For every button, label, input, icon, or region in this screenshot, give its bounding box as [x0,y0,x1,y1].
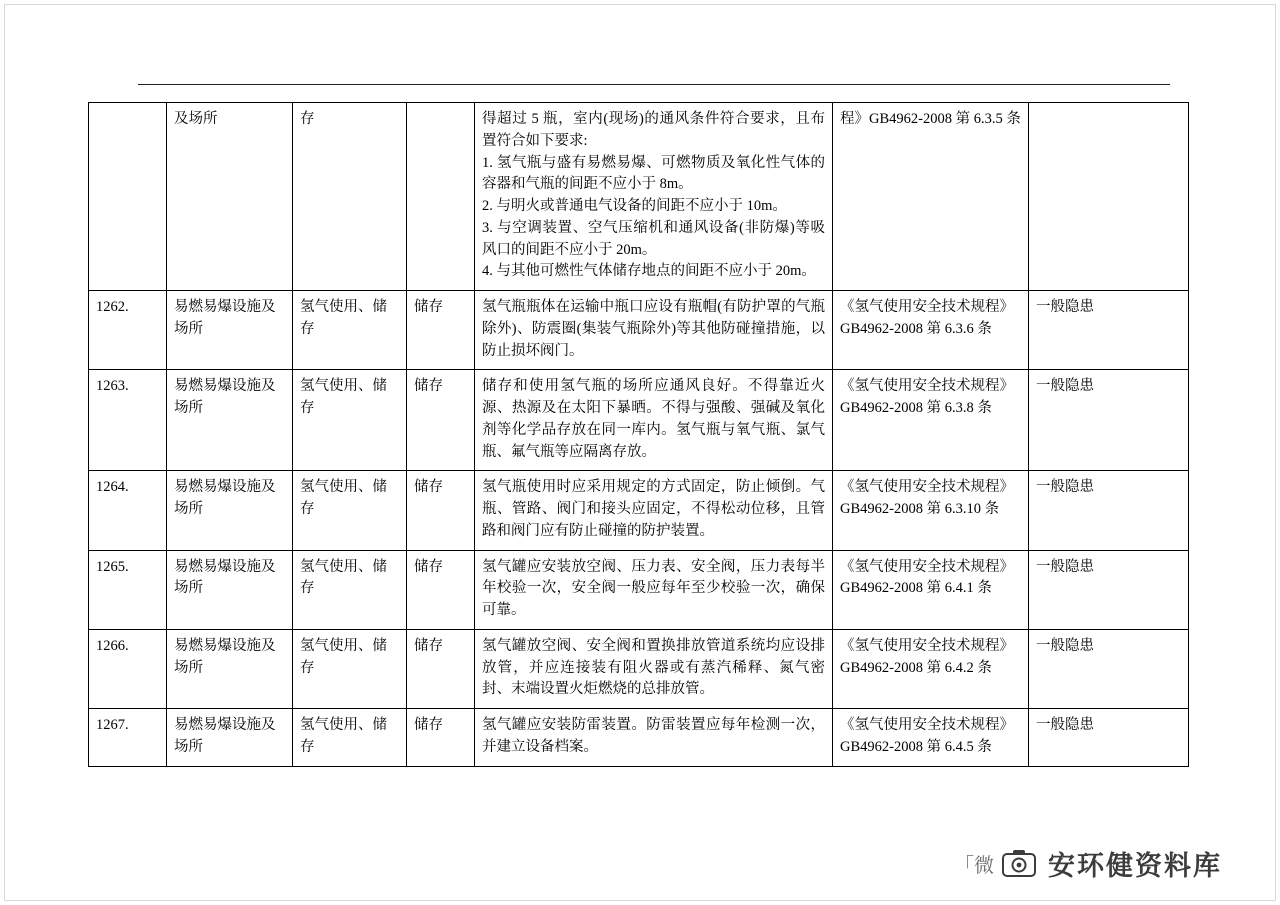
watermark-prefix: 「微 [954,855,994,877]
hazard-checklist-table-container [88,102,1188,767]
row-risk-level: 一般隐患 [1029,709,1189,767]
row-activity: 储存 [407,291,475,370]
row-number: 1262. [89,291,167,370]
table-row [89,629,1189,708]
table-row [89,471,1189,550]
row-category: 及场所 [167,103,293,291]
row-subcategory: 氢气使用、储存 [293,370,407,471]
row-risk-level: 一般隐患 [1029,370,1189,471]
row-description [475,103,833,291]
hazard-checklist-table [88,102,1189,767]
row-category: 易燃易爆设施及场所 [167,550,293,629]
camera-icon [1000,845,1038,883]
row-activity: 储存 [407,370,475,471]
row-standard: 《氢气使用安全技术规程》GB4962-2008 第 6.4.5 条 [833,709,1029,767]
row-standard: 《氢气使用安全技术规程》GB4962-2008 第 6.3.6 条 [833,291,1029,370]
row-description: 氢气罐应安装放空阀、压力表、安全阀，压力表每半年校验一次，安全阀一般应每年至少校验一次，确保可靠。 [475,550,833,629]
row-activity: 储存 [407,550,475,629]
row-category: 易燃易爆设施及场所 [167,291,293,370]
row-description: 氢气罐应安装防雷装置。防雷装置应每年检测一次，并建立设备档案。 [475,709,833,767]
row-activity: 储存 [407,471,475,550]
row-standard: 《氢气使用安全技术规程》GB4962-2008 第 6.3.8 条 [833,370,1029,471]
row-standard: 《氢气使用安全技术规程》GB4962-2008 第 6.4.2 条 [833,629,1029,708]
row-subcategory: 存 [293,103,407,291]
description-line: 4. 与其他可燃性气体储存地点的间距不应小于 20m。 [482,263,816,280]
table-body [89,103,1189,767]
watermark [954,844,1222,883]
row-risk-level: 一般隐患 [1029,471,1189,550]
watermark-text: 安环健资料库 [1048,851,1222,881]
row-subcategory: 氢气使用、储存 [293,471,407,550]
row-number: 1266. [89,629,167,708]
row-subcategory: 氢气使用、储存 [293,291,407,370]
row-number: 1264. [89,471,167,550]
row-description: 氢气瓶使用时应采用规定的方式固定，防止倾倒。气瓶、管路、阀门和接头应固定，不得松动位移，且管路和阀门应有防止碰撞的防护装置。 [475,471,833,550]
row-activity: 储存 [407,709,475,767]
row-description: 储存和使用氢气瓶的场所应通风良好。不得靠近火源、热源及在太阳下暴晒。不得与强酸、强碱及氧化剂等化学品存放在同一库内。氢气瓶与氧气瓶、氯气瓶、氟气瓶等应隔离存放。 [475,370,833,471]
row-activity [407,103,475,291]
header-divider-rule [138,84,1170,85]
row-category: 易燃易爆设施及场所 [167,370,293,471]
row-number: 1267. [89,709,167,767]
row-risk-level: 一般隐患 [1029,629,1189,708]
row-standard: 《氢气使用安全技术规程》GB4962-2008 第 6.4.1 条 [833,550,1029,629]
table-row [89,370,1189,471]
row-standard: 《氢气使用安全技术规程》GB4962-2008 第 6.3.10 条 [833,471,1029,550]
row-category: 易燃易爆设施及场所 [167,471,293,550]
row-risk-level: 一般隐患 [1029,550,1189,629]
row-standard: 程》GB4962-2008 第 6.3.5 条 [833,103,1029,291]
row-subcategory: 氢气使用、储存 [293,550,407,629]
row-risk-level [1029,103,1189,291]
description-line: 2. 与明火或普通电气设备的间距不应小于 10m。 [482,198,787,214]
row-number [89,103,167,291]
row-number: 1263. [89,370,167,471]
table-row [89,550,1189,629]
table-row [89,709,1189,767]
description-line: 3. 与空调装置、空气压缩机和通风设备(非防爆)等吸风口的间距不应小于 20m。 [482,219,825,258]
row-category: 易燃易爆设施及场所 [167,629,293,708]
row-risk-level: 一般隐患 [1029,291,1189,370]
row-description: 氢气瓶瓶体在运输中瓶口应设有瓶帽(有防护罩的气瓶除外)、防震圈(集装气瓶除外)等其他防碰撞措施，以防止损坏阀门。 [475,291,833,370]
row-category: 易燃易爆设施及场所 [167,709,293,767]
table-row [89,103,1189,291]
row-number: 1265. [89,550,167,629]
description-line: 1. 氢气瓶与盛有易燃易爆、可燃物质及氧化性气体的容器和气瓶的间距不应小于 8m。 [482,154,825,193]
table-row [89,291,1189,370]
row-activity: 储存 [407,629,475,708]
row-description: 氢气罐放空阀、安全阀和置换排放管道系统均应设排放管，并应连接装有阻火器或有蒸汽稀释、氮气密封、末端设置火炬燃烧的总排放管。 [475,629,833,708]
row-subcategory: 氢气使用、储存 [293,629,407,708]
description-line: 得超过 5 瓶，室内(现场)的通风条件符合要求，且布置符合如下要求: [482,111,825,149]
row-subcategory: 氢气使用、储存 [293,709,407,767]
